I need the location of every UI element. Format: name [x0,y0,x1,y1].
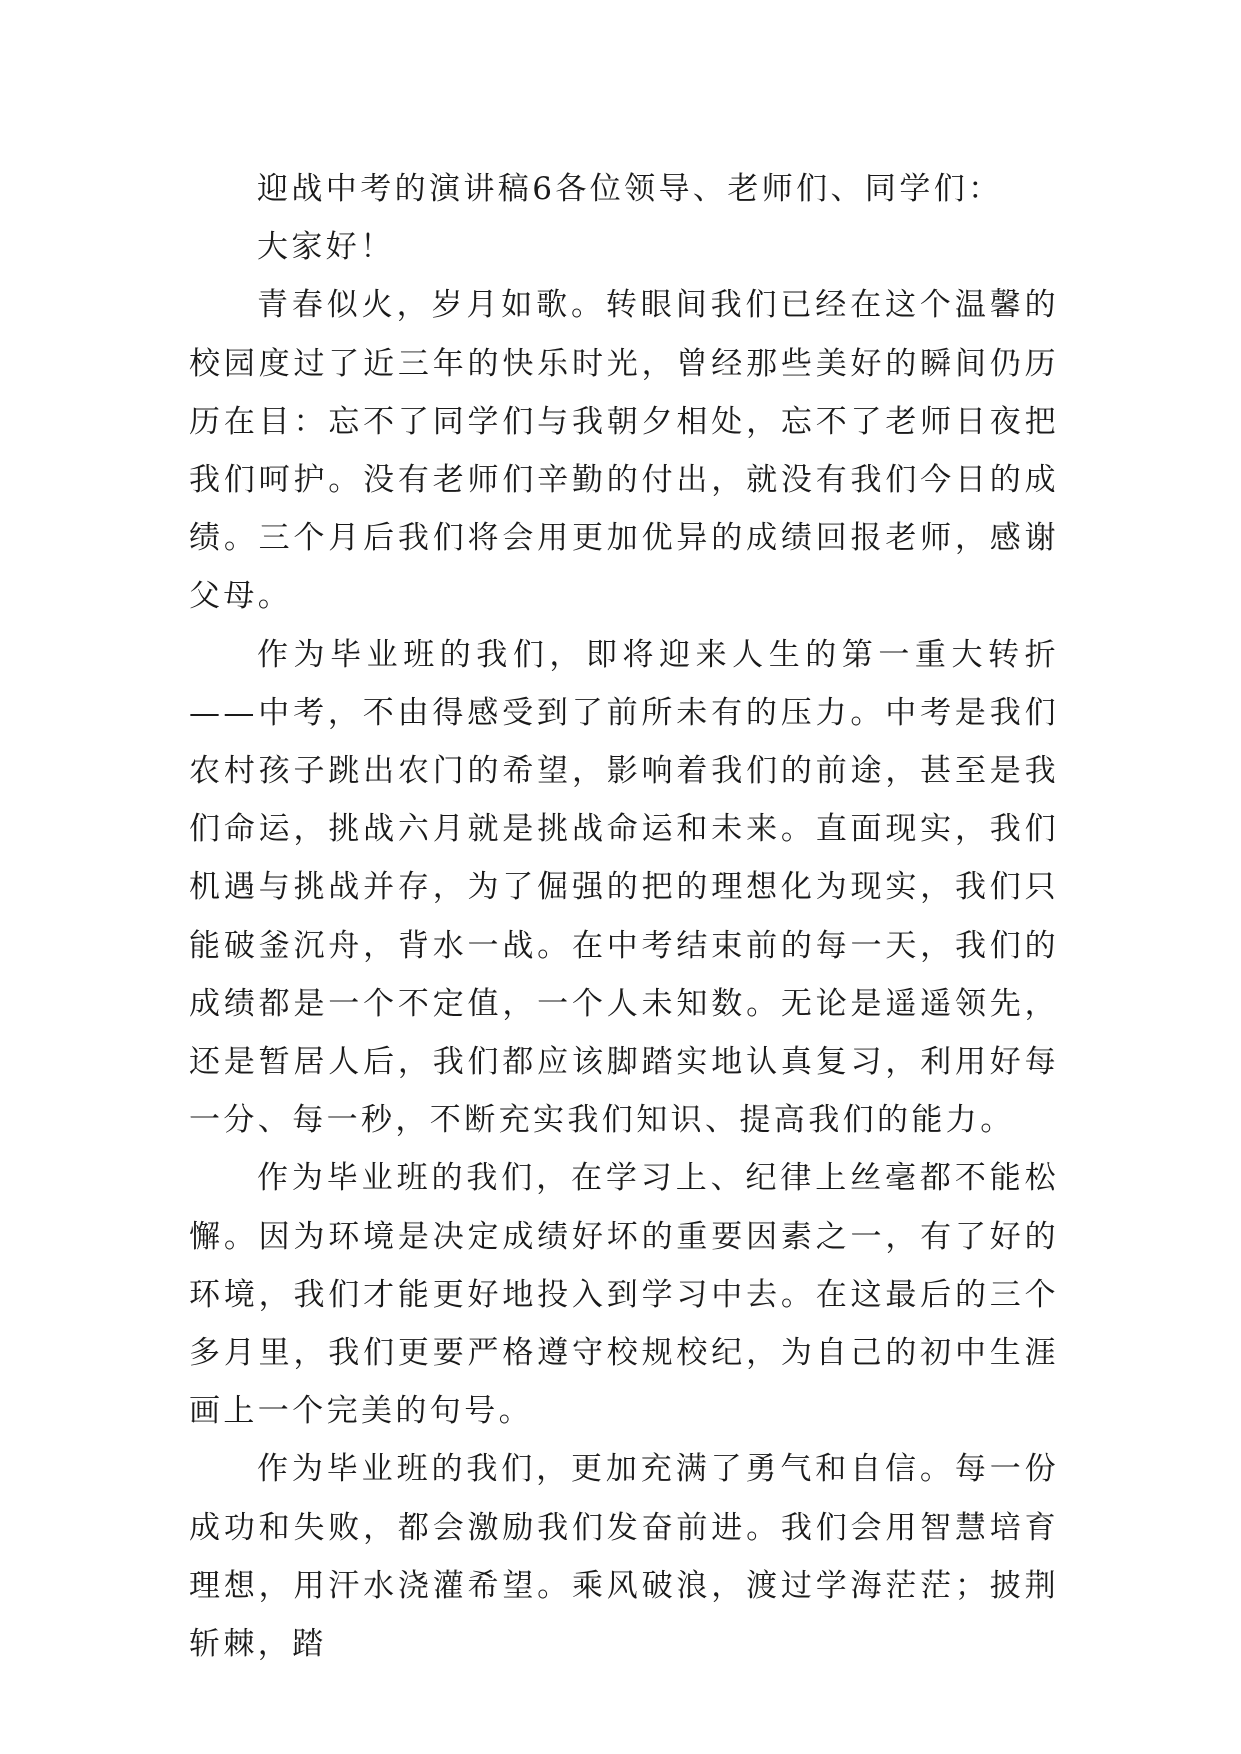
body-paragraph-3: 作为毕业班的我们，在学习上、纪律上丝毫都不能松懈。因为环境是决定成绩好坏的重要因素之一，有了好的环境，我们才能更好地投入到学习中去。在这最后的三个多月里，我们更要严格遵守校规校纪，为自己的初中生涯画上一个完美的句号。 [189,1160,1059,1430]
speech-title-line: 迎战中考的演讲稿6各位领导、老师们、同学们： [257,171,1003,207]
body-paragraph-1: 青春似火，岁月如歌。转眼间我们已经在这个温馨的校园度过了近三年的快乐时光，曾经那些美好的瞬间仍历历在目：忘不了同学们与我朝夕相处，忘不了老师日夜把我们呵护。没有老师们辛勤的付出，就没有我们今日的成绩。三个月后我们将会用更加优异的成绩回报老师，感谢父母。 [189,287,1059,615]
greeting-paragraph: 大家好！ [257,229,395,266]
body-paragraph-4: 作为毕业班的我们，更加充满了勇气和自信。每一份成功和失败，都会激励我们发奋前进。我们会用智慧培育理想，用汗水浇灌希望。乘风破浪，渡过学海茫茫；披荆斩棘，踏 [189,1451,1059,1663]
speech-text-body [189,160,1059,1673]
body-paragraph-2: 作为毕业班的我们，即将迎来人生的第一重大转折——中考，不由得感受到了前所未有的压力。中考是我们农村孩子跳出农门的希望，影响着我们的前途，甚至是我们命运，挑战六月就是挑战命运和未来。直面现实，我们机遇与挑战并存，为了倔强的把的理想化为现实，我们只能破釜沉舟，背水一战。在中考结束前的每一天，我们的成绩都是一个不定值，一个人未知数。无论是遥遥领先，还是暂居人后，我们都应该脚踏实地认真复习，利用好每一分、每一秒，不断充实我们知识、提高我们的能力。 [189,636,1059,1139]
